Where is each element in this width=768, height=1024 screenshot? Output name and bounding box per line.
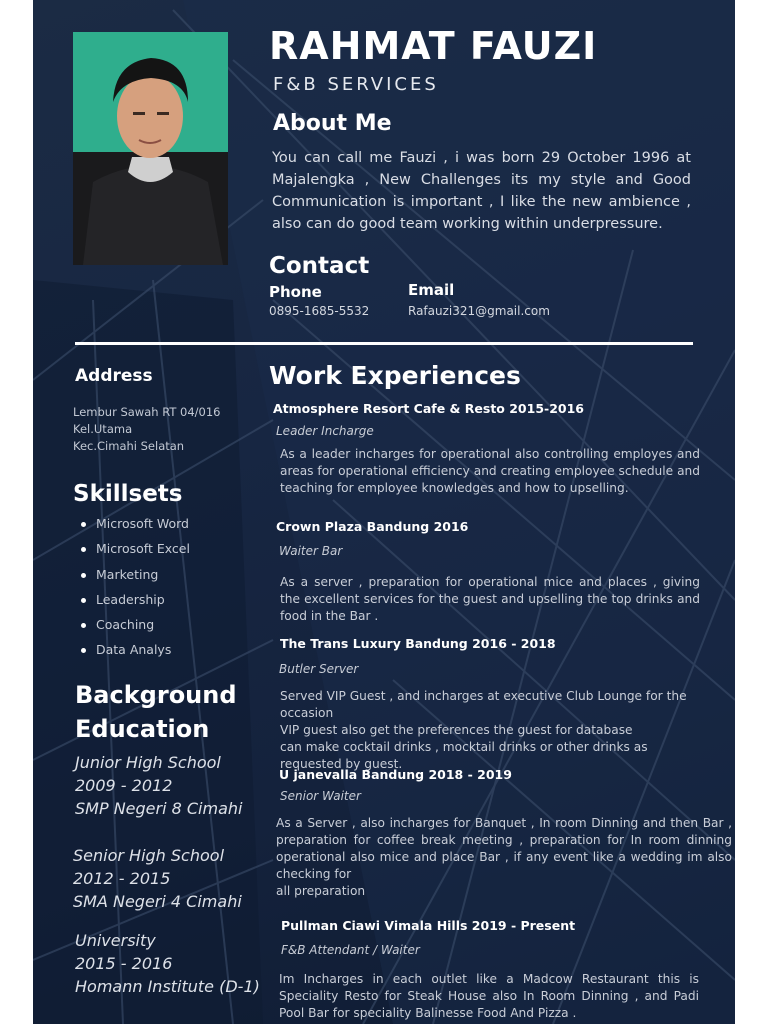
address-line: Lembur Sawah RT 04/016: [73, 405, 221, 419]
job-role: Butler Server: [279, 662, 359, 676]
skills-list: [77, 516, 190, 668]
skill-item: Leadership: [77, 592, 190, 617]
skill-item: Microsoft Word: [77, 516, 190, 541]
education-years: 2012 - 2015: [73, 869, 171, 888]
job-title: The Trans Luxury Bandung 2016 - 2018: [280, 636, 556, 651]
job-description-line: all preparation: [276, 884, 366, 898]
candidate-name: RAHMAT FAUZI: [269, 24, 598, 68]
skill-item: Coaching: [77, 617, 190, 642]
job-role: Leader Incharge: [276, 424, 374, 438]
job-description: [280, 688, 688, 773]
education-entry: [75, 929, 260, 998]
education-heading-line1: Background: [75, 681, 237, 709]
job-role: Waiter Bar: [279, 544, 343, 558]
job-title: U janevalla Bandung 2018 - 2019: [279, 767, 512, 782]
address-heading: Address: [75, 366, 153, 386]
work-heading: Work Experiences: [269, 361, 521, 390]
education-school: Homann Institute (D-1): [75, 977, 260, 996]
job-description-line: can make cocktail drinks , mocktail drinks or other drinks as requested by guest.: [280, 740, 648, 771]
education-level: Junior High School: [75, 753, 221, 772]
job-description-line: As a Server , also incharges for Banquet , In room Dinning and then Bar , preparation for coffee break meeting , preparation for In room dinning operational also mice and place Bar , if any event like a wedding im also checking for: [276, 816, 732, 881]
skills-heading: Skillsets: [73, 481, 183, 507]
address-line: Kec.Cimahi Selatan: [73, 439, 185, 453]
education-level: University: [75, 931, 156, 950]
education-heading: [75, 678, 237, 746]
job-role: F&B Attendant / Waiter: [281, 943, 420, 957]
education-school: SMA Negeri 4 Cimahi: [73, 892, 242, 911]
address-block: [73, 404, 221, 455]
skill-item: Microsoft Excel: [77, 541, 190, 566]
job-title: Pullman Ciawi Vimala Hills 2019 - Present: [281, 918, 576, 933]
contact-heading: Contact: [269, 253, 370, 279]
about-heading: About Me: [273, 111, 392, 136]
education-level: Senior High School: [73, 846, 225, 865]
address-line: Kel.Utama: [73, 422, 133, 436]
candidate-role: F&B SERVICES: [273, 74, 439, 95]
job-description: [279, 971, 699, 1022]
resume-page: [33, 0, 735, 1024]
about-text: You can call me Fauzi , i was born 29 October 1996 at Majalengka , New Challenges its my style and Good Communication is important , I like the new ambience , also can do good team working within underpressure.: [272, 150, 691, 232]
education-years: 2015 - 2016: [75, 954, 173, 973]
job-title: Crown Plaza Bandung 2016: [276, 519, 469, 534]
job-description: [280, 574, 700, 625]
skill-item: Data Analys: [77, 642, 190, 667]
education-school: SMP Negeri 8 Cimahi: [75, 799, 243, 818]
job-description: [280, 446, 700, 497]
email-label: Email: [408, 281, 455, 299]
job-role: Senior Waiter: [280, 789, 361, 803]
job-description-line: VIP guest also get the preferences the guest for database: [280, 723, 633, 737]
education-entry: [75, 751, 242, 820]
skill-item: Marketing: [77, 567, 190, 592]
email-value: Rafauzi321@gmail.com: [408, 304, 550, 318]
education-heading-line2: Education: [75, 715, 210, 743]
section-divider: [75, 342, 693, 345]
job-title: Atmosphere Resort Cafe & Resto 2015-2016: [273, 401, 584, 416]
job-description: [276, 815, 732, 900]
education-entry: [73, 844, 242, 913]
profile-photo: [73, 32, 228, 265]
job-description-line: Served VIP Guest , and incharges at executive Club Lounge for the occasion: [280, 689, 687, 720]
job-description-line: Im Incharges in each outlet like a Madcow Restaurant this is Speciality Resto for Steak House also In Room Dinning , and Padi Pool Bar for speciality Balinesse Food And Pizza .: [279, 972, 699, 1020]
phone-label: Phone: [269, 283, 322, 301]
education-years: 2009 - 2012: [75, 776, 173, 795]
job-description-line: As a server , preparation for operational mice and places , giving the excellent services for the guest and upselling the top drinks and food in the Bar .: [280, 575, 700, 623]
job-description-line: As a leader incharges for operational also controlling employes and areas for operational efficiency and creating employee schedule and teaching for employee knowledges and how to upselling.: [280, 447, 700, 495]
phone-value: 0895-1685-5532: [269, 304, 370, 318]
